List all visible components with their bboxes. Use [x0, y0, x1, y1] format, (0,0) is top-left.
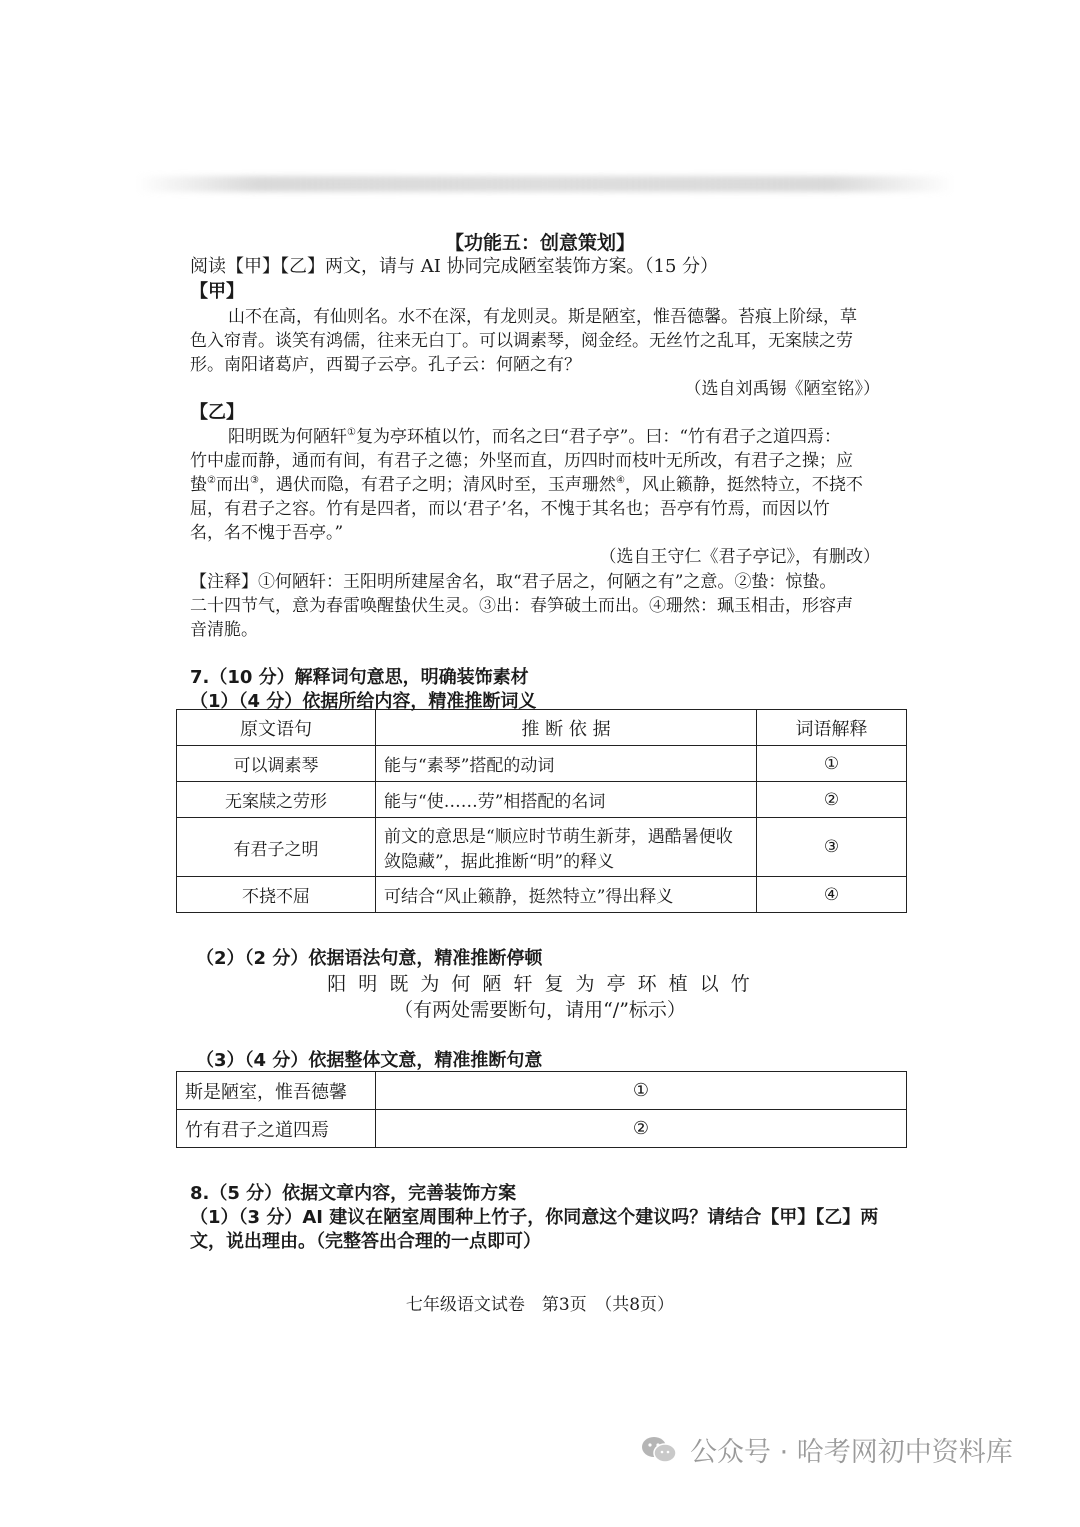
phrase-cell: 无案牍之劳形 [177, 782, 376, 818]
q8-sub1-line-2: 文，说出理由。（完整答出合理的一点即可） [190, 1231, 541, 1252]
phrase-cell: 不挠不屈 [177, 877, 376, 913]
basis-cell: 能与“使……劳”相搭配的名词 [376, 782, 757, 818]
table-header: 推 断 依 据 [376, 710, 757, 746]
jia-line-3: 形。南阳诸葛庐，西蜀子云亭。孔子云：何陋之有？ [190, 355, 581, 375]
phrase-cell: 斯是陋室，惟吾德馨 [177, 1072, 376, 1110]
page-footer: 七年级语文试卷 第3页 （共8页） [405, 1295, 675, 1315]
table-row [177, 818, 907, 877]
phrase-cell: 可以调素琴 [177, 746, 376, 782]
phrase-cell: 有君子之明 [177, 818, 376, 877]
notes-line-2: 二十四节气，意为春雷唤醒蛰伏生灵。③出：春笋破土而出。④珊然：珮玉相击，形容声 [190, 596, 853, 616]
q7-sub3: （3）（4 分）依据整体文意，精准推断句意 [196, 1050, 543, 1071]
yi-label: 【乙】 [190, 402, 244, 423]
jia-line-2: 色入帘青。谈笑有鸿儒，往来无白丁。可以调素琴，阅金经。无丝竹之乱耳，无案牍之劳 [190, 331, 853, 351]
word-meaning-table [176, 709, 907, 913]
q8-title: 8.（5 分）依据文章内容，完善装饰方案 [190, 1183, 517, 1204]
answer-blank[interactable]: ③ [757, 818, 907, 877]
watermark-text: 公众号 · 哈考网初中资料库 [690, 1437, 1013, 1468]
table-header: 原文语句 [177, 710, 376, 746]
answer-blank[interactable]: ① [757, 746, 907, 782]
phrase-cell: 竹有君子之道四焉 [177, 1110, 376, 1148]
yi-line-4: 屈，有君子之容。竹有是四者，而以‘君子’名，不愧于其名也；吾亭有竹焉，而因以竹 [190, 499, 830, 519]
q7-sub1: （1）（4 分）依据所给内容，精准推断词义 [190, 691, 537, 712]
q7-sub2: （2）（2 分）依据语法句意，精准推断停顿 [196, 948, 543, 969]
basis-cell: 可结合“风止籁静，挺然特立”得出释义 [376, 877, 757, 913]
yi-line-1: 阳明既为何陋轩①复为亭环植以竹，而名之曰“君子亭”。曰：“竹有君子之道四焉： [228, 427, 842, 447]
jia-line-1: 山不在高，有仙则名。水不在深，有龙则灵。斯是陋室，惟吾德馨。苔痕上阶绿，草 [228, 307, 857, 327]
scan-artifact [135, 176, 955, 192]
intro-text: 阅读【甲】【乙】两文，请与 AI 协同完成陋室装饰方案。（15 分） [190, 256, 719, 277]
yi-source: （选自王守仁《君子亭记》，有删改） [599, 547, 880, 567]
table-row [177, 1072, 907, 1110]
notes-line-3: 音清脆。 [190, 620, 258, 640]
answer-blank[interactable]: ④ [757, 877, 907, 913]
pause-sentence[interactable]: 阳 明 既 为 何 陋 轩 复 为 亭 环 植 以 竹 [327, 973, 753, 995]
pause-note: （有两处需要断句，请用“/”标示） [394, 999, 686, 1021]
table-header: 词语解释 [757, 710, 907, 746]
sentence-meaning-table [176, 1071, 907, 1148]
basis-cell: 前文的意思是“顺应时节萌生新芽，遇酷暑便收 敛隐藏”，据此推断“明”的释义 [376, 818, 757, 877]
table-row [177, 1110, 907, 1148]
notes-line-1: 【注释】①何陋轩：王阳明所建屋舍名，取“君子居之，何陋之有”之意。②蛰：惊蛰。 [190, 572, 837, 592]
table-row [177, 877, 907, 913]
yi-line-5: 名，名不愧于吾亭。” [190, 523, 344, 543]
wechat-icon [640, 1435, 678, 1465]
section-title: 【功能五：创意策划】 [444, 232, 635, 254]
yi-line-3: 蛰②而出③，遇伏而隐，有君子之明；清风时至，玉声珊然④，风止籁静，挺然特立，不挠不 [190, 475, 863, 495]
basis-cell: 能与“素琴”搭配的动词 [376, 746, 757, 782]
answer-blank[interactable]: ② [757, 782, 907, 818]
answer-blank[interactable]: ② [376, 1110, 907, 1148]
answer-blank[interactable]: ① [376, 1072, 907, 1110]
jia-label: 【甲】 [190, 281, 244, 302]
watermark [640, 1430, 1013, 1469]
q7-title: 7.（10 分）解释词句意思，明确装饰素材 [190, 667, 529, 688]
jia-source: （选自刘禹锡《陋室铭》） [684, 379, 880, 399]
q8-sub1-line-1: （1）（3 分）AI 建议在陋室周围种上竹子，你同意这个建议吗？请结合【甲】【乙】两 [190, 1207, 879, 1228]
table-row [177, 782, 907, 818]
yi-line-2: 竹中虚而静，通而有间，有君子之德；外坚而直，历四时而枝叶无所改，有君子之操；应 [190, 451, 853, 471]
table-row [177, 746, 907, 782]
